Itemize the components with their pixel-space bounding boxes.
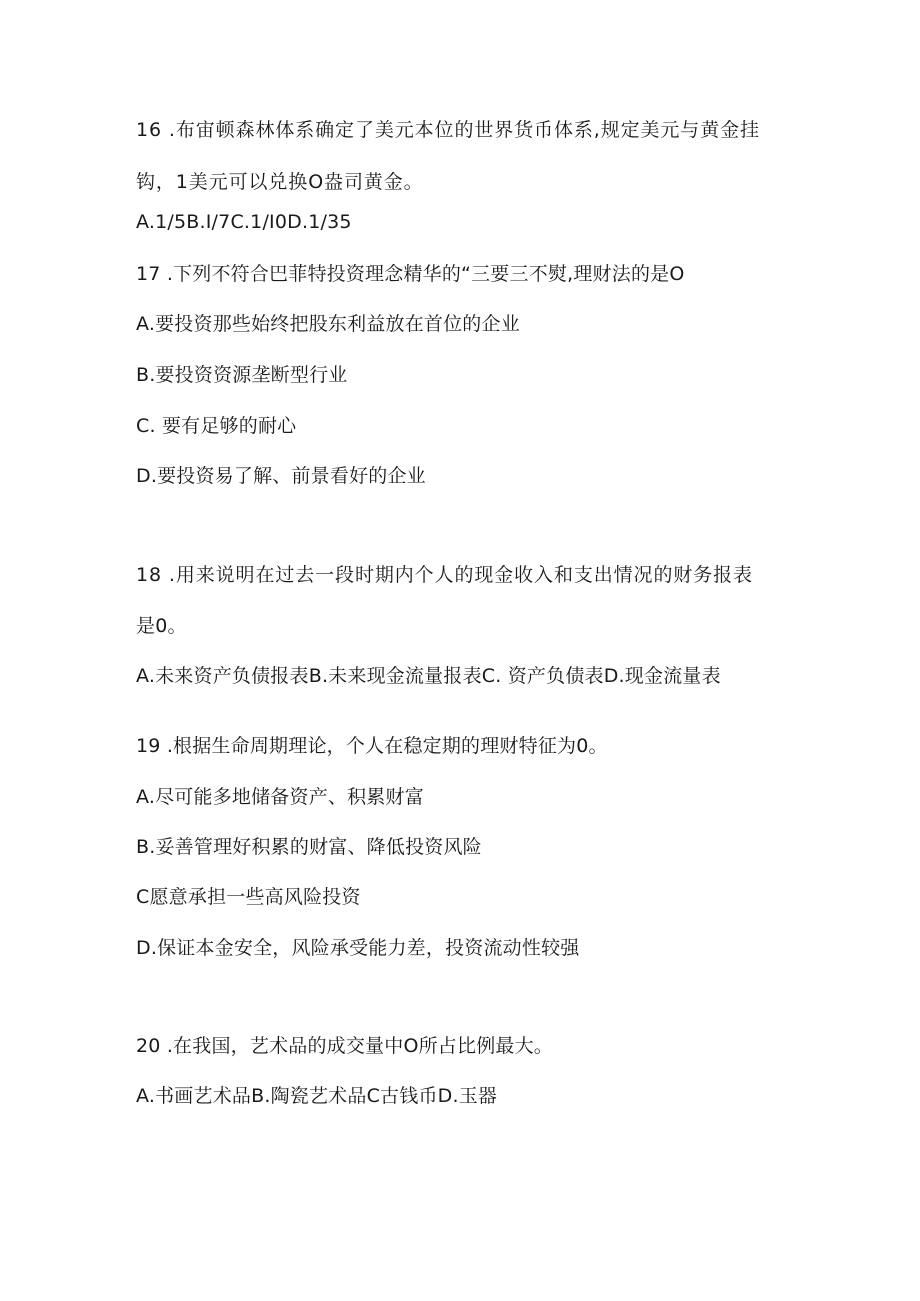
question-18-stem-line-2: 是0。 [136,615,187,637]
question-17-stem: 17 .下列不符合巴菲特投资理念精华的“三要三不熨,理财法的是O [136,263,685,285]
question-16-options: A.1/5B.I/7C.1/I0D.1/35 [136,211,352,233]
question-16-stem-line-2: 钩，1美元可以兑换O盎司黄金。 [136,171,424,193]
question-19-stem: 19 .根据生命周期理论，个人在稳定期的理财特征为0。 [136,735,608,757]
question-17-option-c: C. 要有足够的耐心 [136,415,297,437]
question-17-option-b: B.要投资资源垄断型行业 [136,364,348,386]
question-18-options: A.未来资产负债报表B.未来现金流量报表C. 资产负债表D.现金流量表 [136,665,721,687]
question-19-option-a: A.尽可能多地储备资产、积累财富 [136,786,424,808]
question-20-stem: 20 .在我国，艺术品的成交量中O所占比例最大。 [136,1035,554,1057]
question-17-option-a: A.要投资那些始终把股东利益放在首位的企业 [136,313,520,335]
question-16-stem-line-1: 16 .布宙顿森林体系确定了美元本位的世界货币体系,规定美元与黄金挂 [136,119,760,141]
question-20-options: A.书画艺术品B.陶瓷艺术品C古钱币D.玉器 [136,1085,498,1107]
question-17-option-d: D.要投资易了解、前景看好的企业 [136,465,426,487]
question-19-option-c: C愿意承担一些高风险投资 [136,886,361,908]
question-18-stem-line-1: 18 .用来说明在过去一段时期内个人的现金收入和支出情况的财务报表 [136,564,753,586]
question-19-option-d: D.保证本金安全，风险承受能力差，投资流动性较强 [136,937,580,959]
question-19-option-b: B.妥善管理好积累的财富、降低投资风险 [136,836,482,858]
